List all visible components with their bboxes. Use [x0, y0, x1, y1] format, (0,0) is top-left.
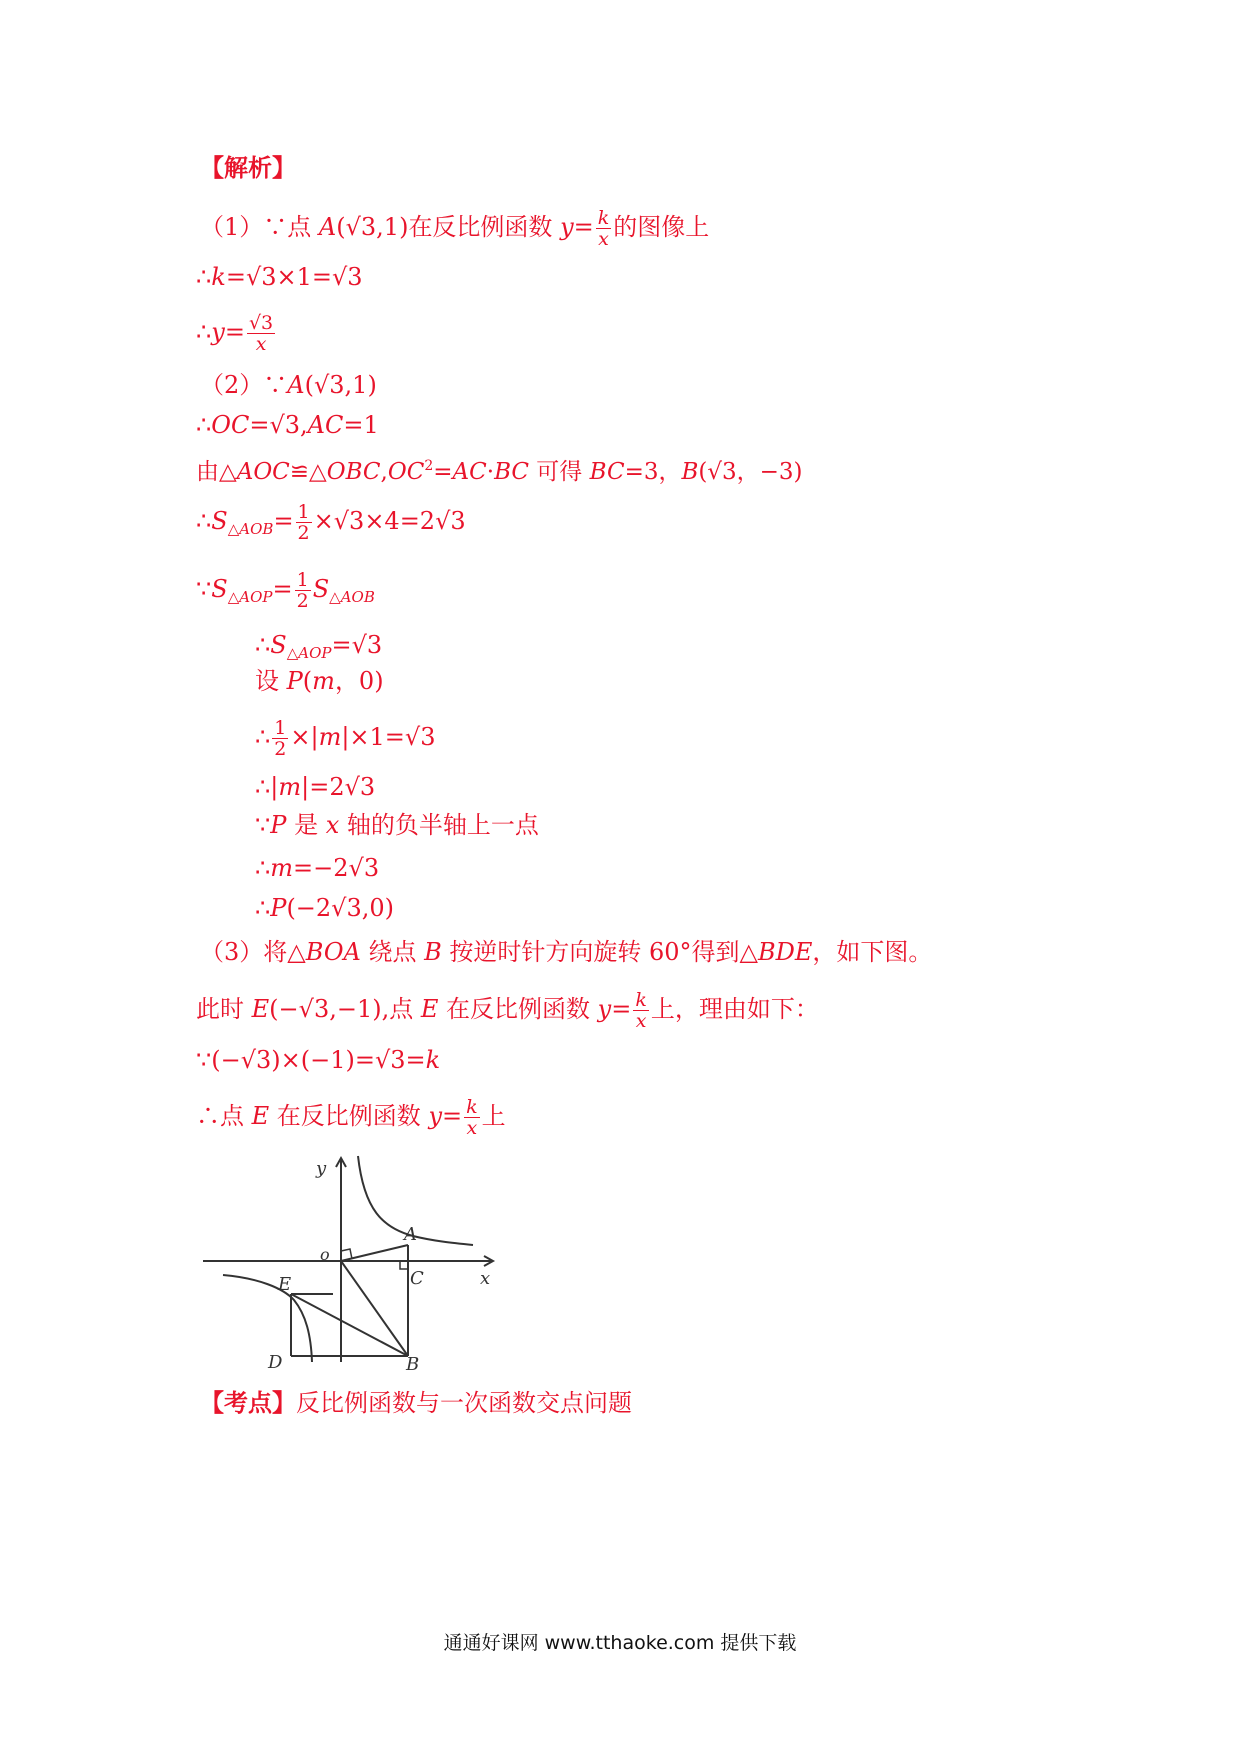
var-m: m — [278, 773, 302, 801]
numerator: 1 — [274, 717, 287, 739]
numerator: k — [466, 1096, 478, 1118]
text: (√3，−3) — [698, 459, 803, 485]
numerator: 1 — [296, 569, 309, 591]
text: |=2√3 — [301, 773, 376, 801]
therefore: ∴ — [196, 263, 212, 291]
solution-line-11 — [255, 718, 435, 759]
text: ×√3×4=2√3 — [313, 507, 466, 535]
text: =√3 — [331, 631, 383, 659]
subscript: △AOB — [329, 588, 375, 606]
text: · — [486, 459, 495, 485]
text: =1 — [343, 411, 379, 439]
label-a: A — [404, 1224, 417, 1245]
var: BC — [589, 459, 625, 485]
denominator: x — [598, 228, 609, 250]
var-y: y — [597, 995, 612, 1023]
text: 由△ — [196, 459, 237, 485]
var: B — [681, 459, 699, 485]
var: BOA — [305, 938, 361, 966]
equals: = — [224, 318, 245, 346]
text: (√3,1) — [304, 371, 377, 399]
hyperbola-branch-q3 — [223, 1275, 312, 1362]
page-footer: 通通好课网 www.tthaoke.com 提供下载 — [443, 1632, 797, 1654]
text: 轴的负半轴上一点 — [339, 811, 539, 839]
therefore: ∴ — [255, 723, 271, 751]
kaodian-text: 反比例函数与一次函数交点问题 — [296, 1389, 632, 1417]
therefore: ∴ — [196, 507, 212, 535]
denominator: x — [255, 333, 267, 355]
solution-line-3 — [196, 313, 277, 354]
because: ∵ — [255, 811, 271, 839]
text: （1）∵点 — [200, 213, 319, 241]
label-e: E — [278, 1274, 292, 1295]
kaodian-line — [200, 1388, 632, 1418]
var-a: A — [318, 213, 337, 241]
var-b: B — [424, 938, 442, 966]
denominator: 2 — [274, 738, 287, 760]
var-k: k — [211, 263, 226, 291]
solution-line-16 — [200, 937, 932, 967]
text: (√3,1)在反比例函数 — [336, 213, 561, 241]
because: ∵ — [196, 575, 212, 603]
kaodian-label: 【考点】 — [200, 1388, 296, 1417]
superscript: 2 — [424, 458, 434, 474]
text: =−2√3 — [293, 854, 380, 882]
var-p: P — [270, 811, 287, 839]
text: (−√3,−1),点 — [269, 995, 421, 1023]
therefore: ∴ — [255, 631, 271, 659]
label-y: y — [316, 1158, 327, 1179]
text: 在反比例函数 — [269, 1102, 429, 1130]
var-e: E — [251, 995, 270, 1023]
text: （3）将△ — [200, 938, 306, 966]
var: OBC — [326, 459, 381, 485]
solution-line-6 — [196, 451, 803, 487]
var-y: y — [211, 318, 225, 346]
equals: = — [273, 507, 294, 535]
solution-line-1 — [200, 208, 709, 249]
therefore: ∴ — [196, 318, 212, 346]
var-k: k — [425, 1046, 441, 1074]
section-heading: 【解析】 — [200, 153, 296, 182]
var-s: S — [211, 575, 228, 603]
label-d: D — [268, 1352, 283, 1370]
text: 按逆时针方向旋转 60°得到△ — [441, 938, 758, 966]
text: ( — [302, 667, 313, 695]
equals: = — [442, 1102, 463, 1130]
text: 的图像上 — [613, 213, 710, 241]
var-p: P — [286, 667, 303, 695]
solution-line-17 — [196, 990, 819, 1031]
denominator: x — [466, 1117, 478, 1139]
text: ≌△ — [289, 459, 327, 485]
text: 是 — [286, 811, 326, 839]
denominator: 2 — [296, 590, 309, 612]
var-e: E — [251, 1102, 270, 1130]
var: BC — [494, 459, 529, 485]
fraction — [295, 570, 311, 611]
text: 上 — [481, 1102, 506, 1130]
text: ∴| — [255, 773, 279, 801]
equals: = — [611, 995, 632, 1023]
text: ，如下图。 — [812, 938, 933, 966]
right-angle-mark-o — [341, 1249, 352, 1259]
label-b: B — [406, 1354, 420, 1370]
var-x: x — [325, 811, 340, 839]
text: ×| — [290, 723, 319, 751]
geometry-figure — [188, 1150, 508, 1370]
subscript: △AOB — [227, 520, 274, 538]
solution-line-5 — [196, 410, 379, 440]
var-s: S — [312, 575, 330, 603]
numerator: √3 — [248, 312, 274, 334]
label-c: C — [410, 1268, 424, 1289]
denominator: 2 — [297, 522, 310, 544]
label-x: x — [480, 1268, 491, 1289]
therefore: ∴ — [196, 411, 212, 439]
var: OC — [387, 459, 425, 485]
text: =√3, — [249, 411, 308, 439]
subscript: △AOP — [286, 644, 332, 662]
var-a: A — [287, 371, 305, 399]
numerator: k — [597, 207, 610, 229]
var-p: P — [270, 894, 287, 922]
numerator: k — [635, 989, 647, 1011]
fraction — [633, 990, 649, 1031]
fraction — [272, 718, 288, 759]
solution-line-4 — [200, 370, 377, 400]
solution-line-13 — [255, 810, 539, 840]
var: AC — [452, 459, 487, 485]
solution-line-8 — [196, 570, 375, 612]
equals: = — [272, 575, 293, 603]
var-s: S — [211, 507, 228, 535]
var-oc: OC — [211, 411, 250, 439]
var-e: E — [420, 995, 439, 1023]
right-angle-mark-c — [400, 1261, 408, 1269]
text: , — [380, 459, 388, 485]
text: （2）∵ — [200, 371, 288, 399]
solution-line-9 — [255, 630, 382, 668]
solution-line-10 — [255, 666, 384, 696]
text: 绕点 — [360, 938, 425, 966]
numerator: 1 — [297, 501, 310, 523]
var-ac: AC — [307, 411, 344, 439]
fraction — [296, 502, 312, 543]
var-m: m — [318, 723, 342, 751]
solution-line-19 — [196, 1097, 506, 1138]
text: (−2√3,0) — [286, 894, 395, 922]
var-s: S — [270, 631, 287, 659]
text: 上，理由如下： — [650, 995, 819, 1023]
denominator: x — [635, 1010, 647, 1032]
text: =3， — [624, 459, 682, 485]
text: ∴点 — [196, 1102, 252, 1130]
text: ，0) — [334, 667, 384, 695]
text: 此时 — [196, 995, 252, 1023]
fraction — [247, 313, 275, 354]
solution-line-14 — [255, 853, 379, 883]
solution-line-12 — [255, 772, 375, 802]
segment-ob — [341, 1261, 408, 1356]
var-m: m — [270, 854, 294, 882]
therefore: ∴ — [255, 854, 271, 882]
solution-line-7 — [196, 502, 466, 544]
fraction — [464, 1097, 480, 1138]
text: ∵(−√3)×(−1)=√3= — [196, 1046, 426, 1074]
solution-line-2 — [196, 262, 363, 292]
var: BDE — [758, 938, 813, 966]
var: AOC — [236, 459, 290, 485]
var-y: y — [560, 213, 574, 241]
solution-line-18 — [196, 1045, 440, 1075]
segment-eb — [291, 1294, 408, 1356]
subscript: △AOP — [227, 588, 273, 606]
text: |×1=√3 — [341, 723, 436, 751]
text: 可得 — [529, 459, 590, 485]
equals: = — [573, 213, 594, 241]
text: 设 — [255, 667, 287, 695]
text: =√3×1=√3 — [225, 263, 363, 291]
therefore: ∴ — [255, 894, 271, 922]
label-o: o — [320, 1245, 330, 1264]
text: 在反比例函数 — [438, 995, 598, 1023]
fraction — [596, 208, 612, 249]
text: = — [433, 459, 453, 485]
var-y: y — [428, 1102, 442, 1130]
var-m: m — [312, 667, 335, 695]
solution-line-15 — [255, 893, 394, 923]
